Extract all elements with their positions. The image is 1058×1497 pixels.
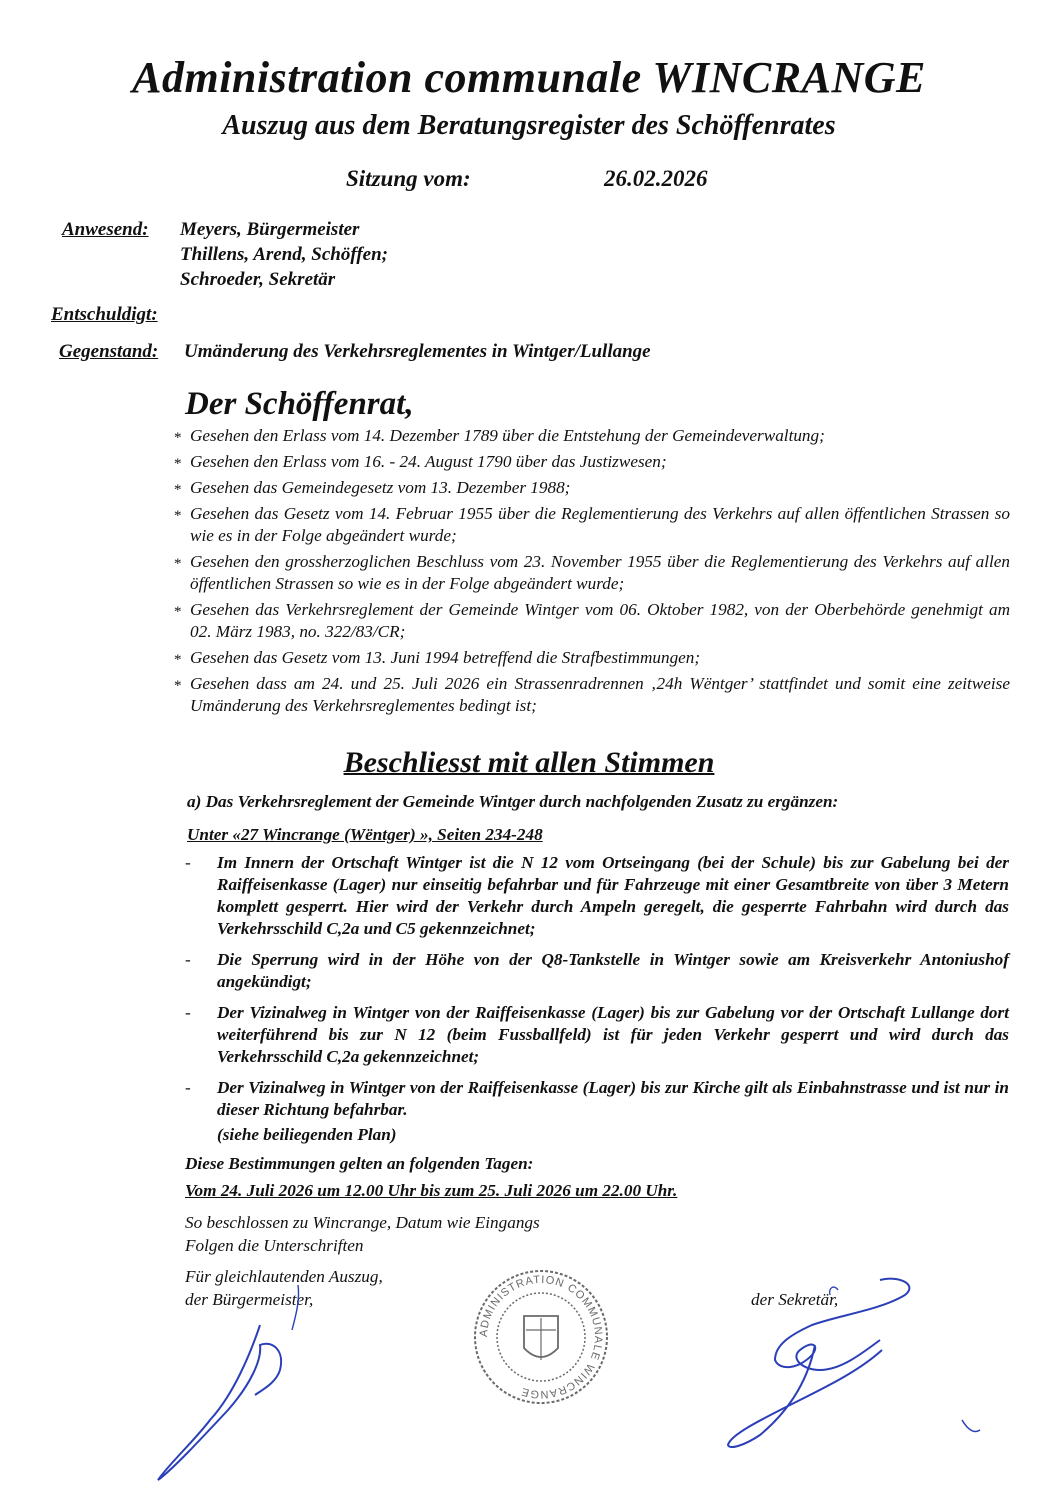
session-label: Sitzung vom: <box>346 166 471 191</box>
decision-heading <box>0 746 1058 780</box>
rule-text: Der Vizinalweg in Wintger von der Raiffeisenkasse (Lager) bis zur Gabelung vor der Ortschaft Lullange dort weiterführend bis zur N 12 (beim Fussballfeld) ist für jeden Verkehr gesperrt und wird durch das Verkehrsschild C,2a gekennzeichnet; <box>217 1003 1009 1066</box>
validity-intro: Diese Bestimmungen gelten an folgenden Tagen: <box>185 1154 534 1173</box>
rule-text: Im Innern der Ortschaft Wintger ist die N 12 vom Ortseingang (bei der Schule) bis zur Gabelung bei der Raiffeisenkasse (Lager) nur einseitig befahrbar und für Fahrzeuge mit einer Gesamtbreite von über 3 Metern komplett gesperrt. Hier wird der Verkehr durch Ampeln geregelt, die gesperrte Fahrbahn wird durch das Verkehrsschild C,2a und C5 gekennzeichnet; <box>217 853 1009 938</box>
consideration-item <box>172 647 1010 669</box>
considerations-list <box>172 425 1010 721</box>
subject-label: Gegenstand: <box>59 341 159 362</box>
subject-text: Umänderung des Verkehrsreglementes in Wintger/Lullange <box>184 341 651 362</box>
present-member: Thillens, Arend, Schöffen; <box>180 244 388 265</box>
bullet-star-icon: * <box>174 508 182 524</box>
mayor-signature <box>158 1325 281 1480</box>
document-subtitle: Auszug aus dem Beratungsregister des Schöffenrates <box>222 110 836 141</box>
closing-line: So beschlossen zu Wincrange, Datum wie Eingangs <box>185 1213 540 1232</box>
dash-marker: - <box>185 853 191 872</box>
consideration-text: Gesehen dass am 24. und 25. Juli 2026 ein Strassenradrennen ‚24h Wëntger’ stattfindet und somit eine zeitweise Umänderung des Verkehrsreglementes bedingt ist; <box>190 674 1010 715</box>
consideration-text: Gesehen den grossherzoglichen Beschluss vom 23. November 1955 über die Reglementierung des Verkehrs auf allen öffentlichen Strassen so wie es in der Folge abgeändert wurde; <box>190 552 1010 593</box>
consideration-item <box>172 451 1010 473</box>
consideration-text: Gesehen das Gesetz vom 13. Juni 1994 betreffend die Strafbestimmungen; <box>190 648 701 667</box>
bullet-star-icon: * <box>174 556 182 572</box>
section-reference: Unter «27 Wincrange (Wëntger) », Seiten 234-248 <box>187 825 543 844</box>
consideration-item <box>172 477 1010 499</box>
plan-note: (siehe beiliegenden Plan) <box>217 1125 397 1144</box>
decision-heading-text: Beschliesst mit allen Stimmen <box>343 746 715 779</box>
dash-marker: - <box>185 950 191 969</box>
seal-text: ADMINISTRATION COMMUNALE WINCRANGE <box>477 1273 605 1401</box>
session-date: 26.02.2026 <box>604 166 708 191</box>
bullet-star-icon: * <box>174 678 182 694</box>
consideration-text: Gesehen das Gemeindegesetz vom 13. Dezember 1988; <box>190 478 571 497</box>
municipal-seal <box>472 1268 610 1406</box>
bullet-star-icon: * <box>174 456 182 472</box>
consideration-text: Gesehen das Verkehrsreglement der Gemeinde Wintger vom 06. Oktober 1982, von der Oberbehörde genehmigt am 02. März 1983, no. 322/83/CR; <box>190 600 1010 641</box>
consideration-item <box>172 425 1010 447</box>
council-heading: Der Schöffenrat, <box>185 386 414 422</box>
document-title: Administration communale WINCRANGE <box>132 53 926 102</box>
rule-item <box>185 852 1009 940</box>
rule-item <box>185 1002 1009 1068</box>
validity-dates: Vom 24. Juli 2026 um 12.00 Uhr bis zum 25. Juli 2026 um 22.00 Uhr. <box>185 1181 678 1200</box>
dash-marker: - <box>185 1003 191 1022</box>
rule-text: Der Vizinalweg in Wintger von der Raiffeisenkasse (Lager) bis zur Kirche gilt als Einbahnstrasse und ist nur in dieser Richtung befahrbar. <box>217 1078 1009 1119</box>
consideration-item <box>172 673 1010 717</box>
mayor-title: der Bürgermeister, <box>185 1290 314 1309</box>
bullet-star-icon: * <box>174 430 182 446</box>
rule-item <box>185 1077 1009 1121</box>
extract-line: Für gleichlautenden Auszug, <box>185 1267 383 1286</box>
pen-mark <box>962 1420 980 1432</box>
decision-paragraph-a: a) Das Verkehrsreglement der Gemeinde Wintger durch nachfolgenden Zusatz zu ergänzen: <box>187 792 839 811</box>
bullet-star-icon: * <box>174 482 182 498</box>
rules-list <box>185 852 1009 1130</box>
rule-text: Die Sperrung wird in der Höhe von der Q8-Tankstelle in Wintger sowie am Kreisverkehr Antoniushof angekündigt; <box>217 950 1009 991</box>
present-member: Schroeder, Sekretär <box>180 269 336 290</box>
consideration-text: Gesehen den Erlass vom 14. Dezember 1789 über die Entstehung der Gemeindeverwaltung; <box>190 426 825 445</box>
bullet-star-icon: * <box>174 604 182 620</box>
consideration-item <box>172 551 1010 595</box>
bullet-star-icon: * <box>174 652 182 668</box>
closing-line: Folgen die Unterschriften <box>185 1236 364 1255</box>
present-label: Anwesend: <box>62 219 149 240</box>
consideration-item <box>172 599 1010 643</box>
consideration-item <box>172 503 1010 547</box>
present-member: Meyers, Bürgermeister <box>180 219 360 240</box>
excused-label: Entschuldigt: <box>51 304 158 325</box>
dash-marker: - <box>185 1078 191 1097</box>
consideration-text: Gesehen den Erlass vom 16. - 24. August 1790 über das Justizwesen; <box>190 452 667 471</box>
rule-item <box>185 949 1009 993</box>
consideration-text: Gesehen das Gesetz vom 14. Februar 1955 über die Reglementierung des Verkehrs auf allen öffentlichen Strassen so wie es in der Folge abgeändert wurde; <box>190 504 1010 545</box>
secretary-title: der Sekretär, <box>751 1290 839 1309</box>
